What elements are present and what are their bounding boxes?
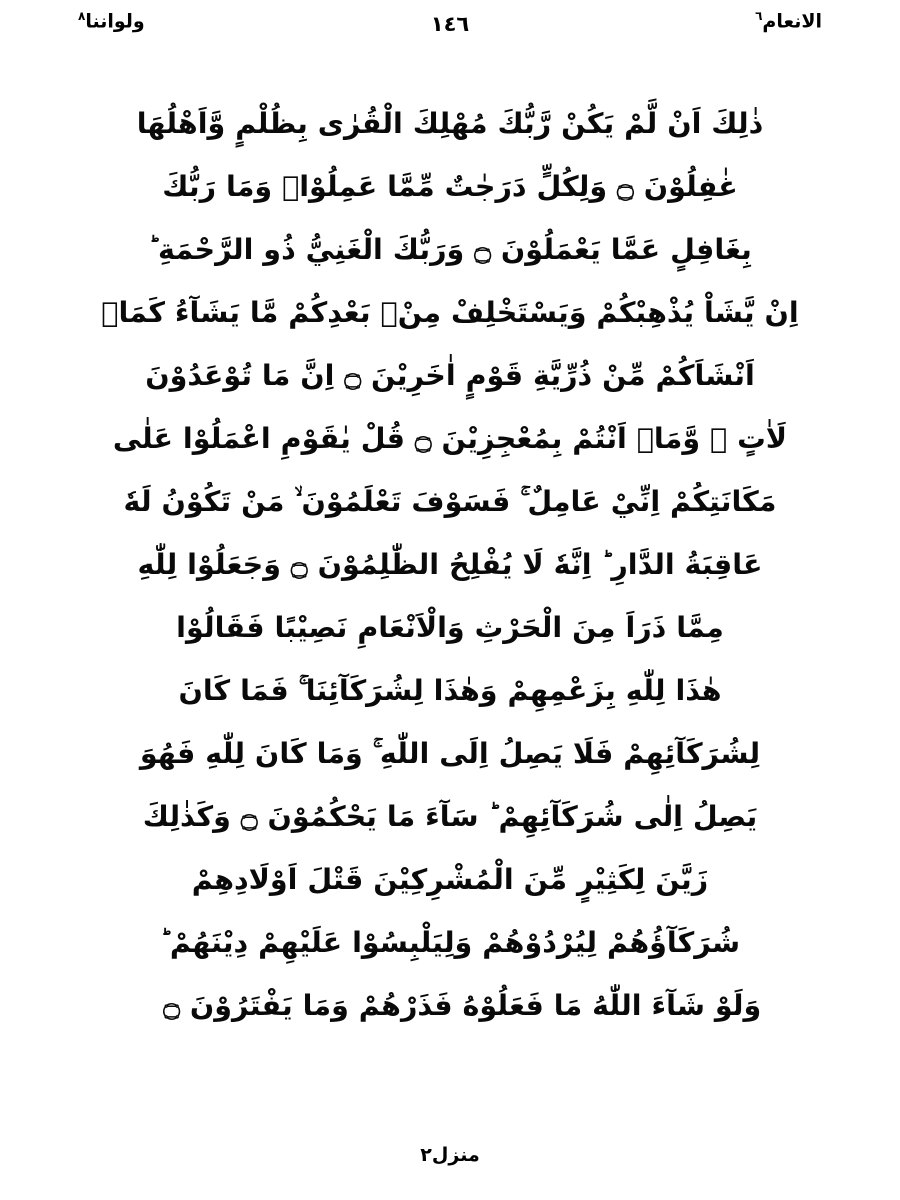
quran-line: شُرَكَآؤُهُمْ لِيُرْدُوْهُمْ وَلِيَلْبِسُوْا عَلَيْهِمْ دِيْنَهُمْ ؕ — [159, 926, 741, 959]
quran-line: مِمَّا ذَرَاَ مِنَ الْحَرْثِ وَالْاَنْعَامِ نَصِيْبًا فَقَالُوْا — [176, 611, 724, 644]
quran-line: مَكَانَتِكُمْ اِنِّيْ عَامِلٌ ۚ فَسَوْفَ تَعْلَمُوْنَ ۙ مَنْ تَكُوْنُ لَهٗ — [123, 485, 777, 518]
quran-text-block — [0, 58, 900, 1136]
manzil-label: منزل٢ — [420, 1144, 480, 1166]
quran-line: زَيَّنَ لِكَثِيْرٍ مِّنَ الْمُشْرِكِيْنَ قَتْلَ اَوْلَادِهِمْ — [191, 863, 709, 896]
page-number: ١٤٦ — [430, 12, 470, 36]
header-sura-group — [755, 10, 822, 31]
quran-line: لِشُرَكَآئِهِمْ فَلَا يَصِلُ اِلَى اللّٰهِ ۚ وَمَا كَانَ لِلّٰهِ فَهُوَ — [139, 737, 761, 770]
quran-line: ذٰلِكَ اَنْ لَّمْ يَكُنْ رَّبُّكَ مُهْلِكَ الْقُرٰى بِظُلْمٍ وَّاَهْلُهَا — [136, 107, 764, 140]
quran-line: لَاٰتٍ ۙ وَّمَاۤ اَنْتُمْ بِمُعْجِزِيْنَ ۝ قُلْ يٰقَوْمِ اعْمَلُوْا عَلٰى — [112, 422, 788, 455]
quran-line: بِغَافِلٍ عَمَّا يَعْمَلُوْنَ ۝ وَرَبُّكَ الْغَنِيُّ ذُو الرَّحْمَةِ ؕ — [148, 233, 752, 266]
sura-name: الانعام$^٦$ — [755, 9, 822, 33]
page-footer — [0, 1136, 900, 1200]
quran-line: هٰذَا لِلّٰهِ بِزَعْمِهِمْ وَهٰذَا لِشُرَكَآئِنَا ۚ فَمَا كَانَ — [178, 674, 722, 707]
quran-line: عَاقِبَةُ الدَّارِ ؕ اِنَّهٗ لَا يُفْلِحُ الظّٰلِمُوْنَ ۝ وَجَعَلُوْا لِلّٰهِ — [137, 548, 763, 581]
sura-number: ٦ — [755, 9, 763, 23]
juz-name: ولواننا$^٨$ — [78, 9, 145, 33]
quran-line: اَنْشَاَكُمْ مِّنْ ذُرِّيَّةِ قَوْمٍ اٰخَرِيْنَ ۝ اِنَّ مَا تُوْعَدُوْنَ — [145, 359, 755, 392]
header-juz-group — [78, 10, 145, 31]
quran-line: غٰفِلُوْنَ ۝ وَلِكُلٍّ دَرَجٰتٌ مِّمَّا عَمِلُوْاۭ وَمَا رَبُّكَ — [162, 170, 738, 203]
ayah-line-list — [70, 92, 830, 1037]
quran-line: اِنْ يَّشَاْ يُذْهِبْكُمْ وَيَسْتَخْلِفْ مِنْۢ بَعْدِكُمْ مَّا يَشَآءُ كَمَاۤ — [101, 296, 799, 329]
quran-line: وَلَوْ شَآءَ اللّٰهُ مَا فَعَلُوْهُ فَذَرْهُمْ وَمَا يَفْتَرُوْنَ ۝ — [163, 989, 762, 1022]
juz-number: ٨ — [78, 9, 86, 23]
page-header — [0, 0, 900, 58]
quran-line: يَصِلُ اِلٰى شُرَكَآئِهِمْ ؕ سَآءَ مَا يَحْكُمُوْنَ ۝ وَكَذٰلِكَ — [142, 800, 758, 833]
